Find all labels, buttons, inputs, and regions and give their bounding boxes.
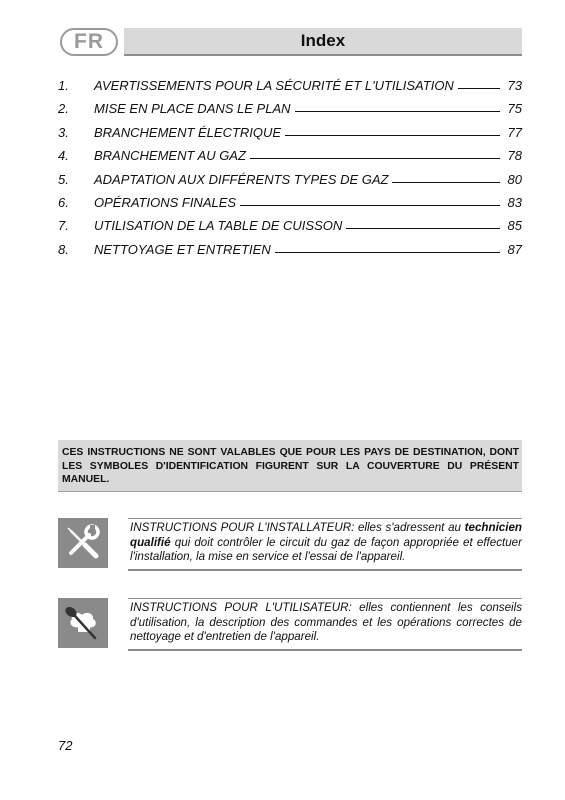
toc-label: OPÉRATIONS FINALES	[94, 194, 237, 210]
toc-label: NETTOYAGE ET ENTRETIEN	[94, 241, 271, 257]
toc-leader	[285, 135, 500, 136]
toc-number: 4.	[58, 148, 69, 164]
user-note-text: INSTRUCTIONS POUR L'UTILISATEUR: elles contiennent les conseils d'utilisation, la description des commandes et les opérations correctes de nettoyage et d'entretien de l'appareil.	[128, 598, 522, 651]
toc-page: 73	[507, 78, 522, 93]
toc-label: BRANCHEMENT AU GAZ	[94, 148, 246, 164]
chef-spoon-icon	[58, 598, 108, 648]
table-of-contents	[58, 78, 522, 265]
toc-entry[interactable]	[58, 242, 522, 265]
toc-page: 83	[507, 194, 522, 210]
toc-entry[interactable]	[58, 172, 522, 195]
toc-leader	[240, 205, 500, 206]
toc-label: UTILISATION DE LA TABLE DE CUISSON	[94, 218, 343, 234]
installer-note-text: INSTRUCTIONS POUR L'INSTALLATEUR: elles s'adressent au technicien qualifié qui doit contrôler le circuit du gaz de façon appropriée et effectuer l'installation, la mise en service et l'essai de l'appareil.	[128, 518, 522, 571]
toc-page: 77	[507, 124, 522, 140]
toc-number: 5.	[58, 171, 69, 187]
toc-leader	[346, 228, 500, 229]
toc-leader	[275, 252, 500, 253]
header-bar	[124, 28, 522, 56]
destination-notice: CES INSTRUCTIONS NE SONT VALABLES QUE POUR LES PAYS DE DESTINATION, DONT LES SYMBOLES D'IDENTIFICATION FIGURENT SUR LA COUVERTURE DU PRÉSENT MANUEL.	[58, 440, 522, 492]
toc-number: 8.	[58, 241, 69, 257]
page-number: 72	[58, 738, 73, 753]
toc-leader	[458, 88, 500, 89]
toc-page: 75	[507, 101, 522, 117]
toc-page: 87	[507, 241, 522, 257]
installer-emphasis: technicien qualifié	[130, 521, 522, 549]
toc-entry[interactable]	[58, 101, 522, 124]
toc-leader	[250, 158, 500, 159]
toc-number: 3.	[58, 124, 69, 140]
toc-label: AVERTISSEMENTS POUR LA SÉCURITÉ ET L'UTILISATION	[94, 78, 454, 93]
toc-label: MISE EN PLACE DANS LE PLAN	[94, 101, 291, 117]
toc-number: 7.	[58, 218, 69, 234]
toc-entry[interactable]	[58, 78, 522, 101]
toc-entry[interactable]	[58, 125, 522, 148]
toc-leader	[295, 111, 500, 112]
toc-page: 85	[507, 218, 522, 234]
toc-label: ADAPTATION AUX DIFFÉRENTS TYPES DE GAZ	[94, 171, 389, 187]
toc-number: 2.	[58, 101, 69, 117]
language-badge: FR	[60, 28, 118, 56]
toc-number: 1.	[58, 78, 69, 93]
page-title: Index	[300, 31, 346, 50]
toc-page: 80	[507, 171, 522, 187]
tools-icon	[58, 518, 108, 568]
toc-entry[interactable]	[58, 195, 522, 218]
toc-label: BRANCHEMENT ÉLECTRIQUE	[94, 124, 282, 140]
toc-number: 6.	[58, 194, 69, 210]
toc-entry[interactable]	[58, 218, 522, 241]
toc-leader	[392, 182, 500, 183]
toc-entry[interactable]	[58, 148, 522, 171]
toc-page: 78	[507, 148, 522, 164]
